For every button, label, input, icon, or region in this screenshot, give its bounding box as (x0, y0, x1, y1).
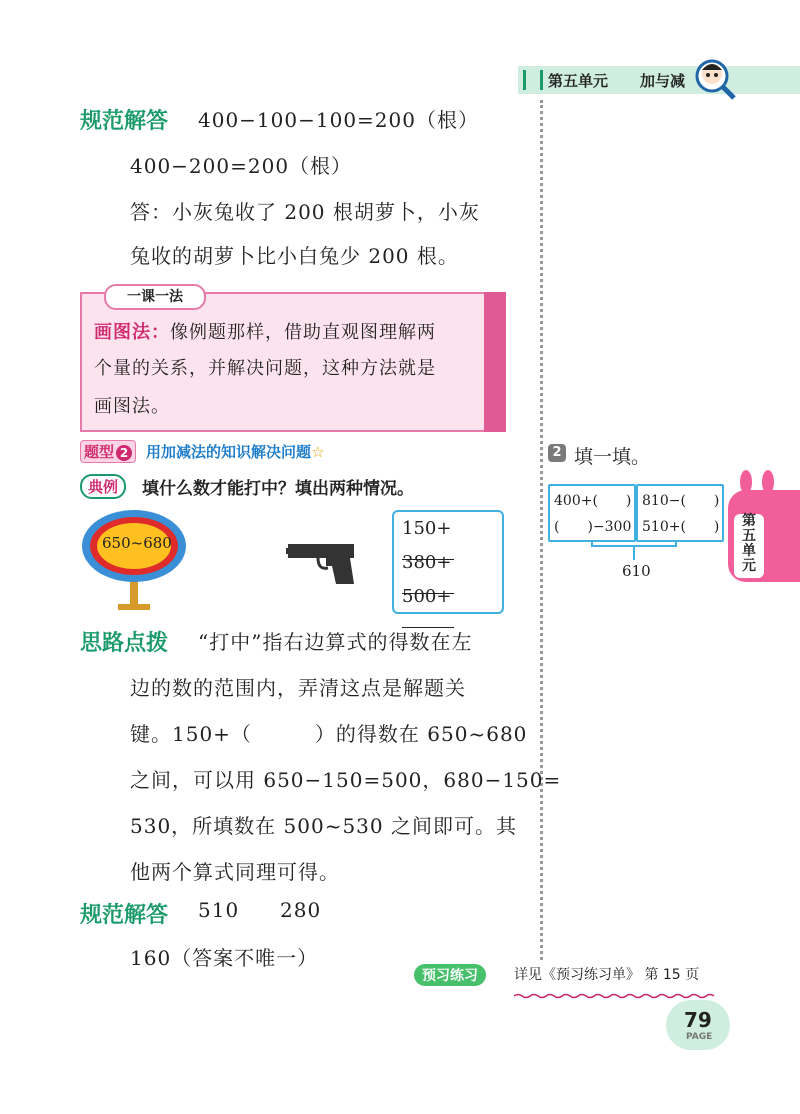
header-topic: 加与减 (640, 72, 686, 90)
type-badge-num: 2 (116, 445, 132, 461)
side-tab-char: 五 (742, 528, 756, 544)
answer-line2: 兔收的胡萝卜比小白兔少 200 根。 (130, 244, 459, 268)
header-unit: 第五单元 (548, 72, 609, 90)
example-badge: 典例 (80, 474, 126, 499)
equation-text: 500+ (402, 586, 452, 607)
analysis-label: 思路点拨 (80, 631, 169, 656)
star-icon: ☆ (311, 443, 325, 461)
type-title (146, 441, 324, 462)
type-badge-label: 题型 (84, 443, 115, 461)
tip-title: 画图法： (94, 322, 170, 343)
equation-text: 150+ (402, 518, 452, 539)
solution-line1: 400−100−100=200（根） (198, 108, 479, 132)
analysis-line3: 键。150+（ ）的得数在 650~680 (130, 722, 528, 746)
side-tab-label (734, 514, 764, 578)
type-title-text: 用加减法的知识解决问题 (146, 443, 312, 461)
exercise-total: 610 (622, 562, 651, 580)
page-label: PAGE (686, 1032, 713, 1042)
tip-line1 (94, 318, 436, 344)
exercise-box-left (548, 484, 636, 542)
page-number: 79 (684, 1008, 712, 1032)
magnifier-mascot-icon (694, 58, 738, 106)
side-tab-char: 元 (742, 558, 756, 574)
tip-line2: 个量的关系，并解决问题，这种方法就是 (94, 358, 436, 379)
tip-card-fold (484, 292, 506, 432)
tip-text1: 像例题那样，借助直观图理解两 (170, 322, 436, 343)
solution2-label: 规范解答 (80, 903, 169, 928)
header-divider-marks (523, 70, 543, 90)
side-tab-ears (736, 468, 780, 498)
target-range: 650~680 (102, 534, 172, 552)
exercise-expr[interactable]: 400+( ) (554, 493, 632, 509)
analysis-line4: 之间，可以用 650−150=500，680−150= (130, 768, 562, 792)
side-tab-char: 第 (742, 513, 756, 529)
example-question: 填什么数才能打中？填出两种情况。 (142, 479, 414, 499)
exercise-box-right (636, 484, 724, 542)
solution-line2: 400−200=200（根） (130, 154, 353, 178)
tip-line3: 画图法。 (94, 396, 170, 417)
exercise-expr[interactable]: 510+( ) (642, 519, 720, 535)
equation-row (402, 586, 502, 628)
exercise-expr[interactable]: ( )−300 (554, 519, 632, 535)
preview-reference: 详见《预习练习单》 第 15 页 (514, 967, 700, 983)
preview-badge: 预习练习 (414, 964, 486, 986)
analysis-line5: 530，所填数在 500~530 之间即可。其 (130, 814, 517, 838)
tip-tab: 一课一法 (104, 284, 206, 310)
exercise-title: 填一填。 (574, 446, 651, 468)
type-badge (80, 440, 136, 463)
exercise-expr[interactable]: 810−( ) (642, 493, 720, 509)
analysis-line2: 边的数的范围内，弄清这点是解题关 (130, 676, 466, 700)
solution2-value3: 160（答案不唯一） (130, 946, 319, 970)
target-sign-icon (80, 508, 190, 616)
solution2-value2: 280 (280, 898, 322, 922)
solution-label: 规范解答 (80, 109, 169, 134)
column-divider (540, 100, 543, 960)
analysis-line1: “打中”指右边算式的得数在左 (198, 630, 473, 654)
exercise-number: 2 (548, 444, 566, 462)
solution2-value1: 510 (198, 898, 240, 922)
equation-text: 380+ (402, 552, 452, 573)
analysis-line6: 他两个算式同理可得。 (130, 860, 340, 884)
pistol-icon (286, 540, 356, 590)
answer-line1: 答：小灰兔收了 200 根胡萝卜，小灰 (130, 200, 480, 224)
equations-box (392, 510, 504, 614)
side-tab-char: 单 (742, 543, 756, 559)
